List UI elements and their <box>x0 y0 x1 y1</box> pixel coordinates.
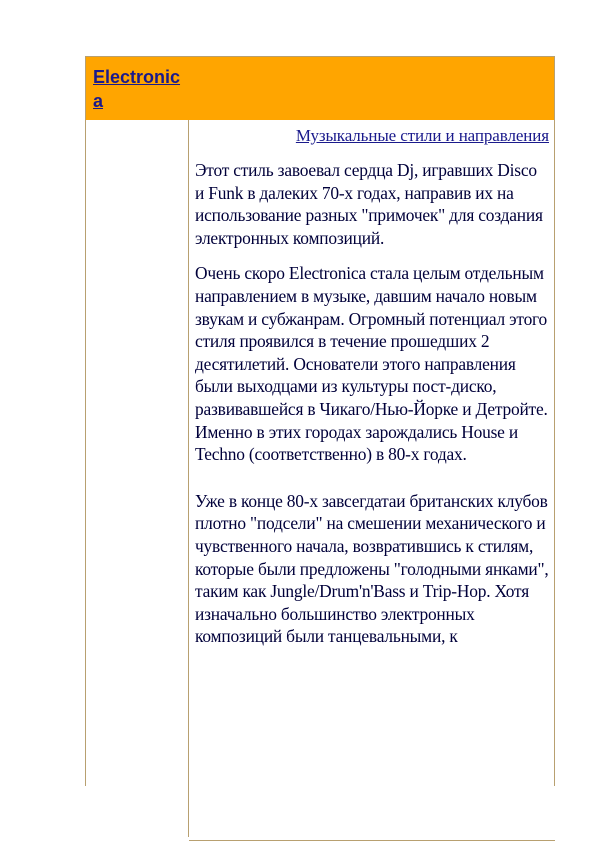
content-cell <box>189 120 555 841</box>
article-table <box>85 56 555 786</box>
paragraph-uk-clubs: Уже в конце 80-х завсегдатаи британских клубов плотно "подсели" на смешении механического и чувственного начала, возвратившись к стилям, которые были предложены "голодными янками", таким как Jungle/Drum'n'Bass и Trip-Hop. Хотя изначально большинство электронных композиций были танцевальными, к <box>195 490 549 647</box>
electronica-title-link[interactable]: Electronica <box>93 67 181 111</box>
left-empty-cell <box>86 120 188 786</box>
music-styles-link[interactable]: Музыкальные стили и направления <box>295 126 549 145</box>
header-row <box>86 56 554 120</box>
paragraph-intro: Этот стиль завоевал сердца Dj, игравших Disco и Funk в далеких 70-х годах, направив их на использование разных "примочек" для создания электронных композиций. <box>195 160 543 248</box>
paragraph-history: Очень скоро Electronica стала целым отдельным направлением в музыке, давшим начало новым звукам и субжанрам. Огромный потенциал этого стиля проявился в течение прошедших 2 десятилетий. Основатели этого направления были выходцами из культуры пост-диско, развивавшейся в Чикаго/Нью-Йорке и Детройте. Именно в этих городах зарождались House и Techno (соответственно) в 80-х годах. <box>195 263 548 465</box>
